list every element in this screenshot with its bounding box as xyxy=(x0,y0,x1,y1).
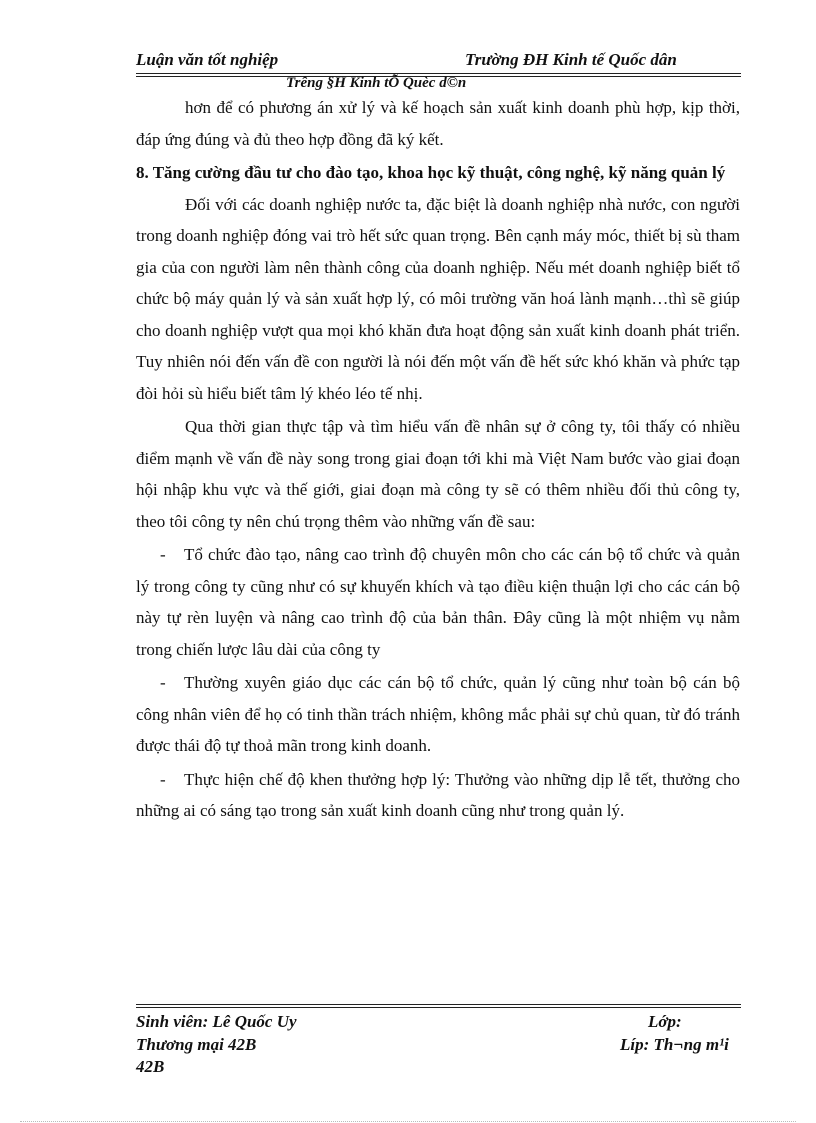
section-heading: 8. Tăng cường đầu tư cho đào tạo, khoa học kỹ thuật, công nghệ, kỹ năng quản lý xyxy=(136,163,726,182)
list-item-text: Tổ chức đào tạo, nâng cao trình độ chuyên môn cho các cán bộ tổ chức và quản lý trong công ty cũng như có sự khuyến khích và tạo điều kiện thuận lợi cho các cán bộ này tự rèn luyện và nâng cao trình độ của bản thân. Đây cũng là một nhiệm vụ nằm trong chiến lược lâu dài của công ty xyxy=(136,545,740,659)
page-edge-dotted-line xyxy=(20,1121,796,1122)
paragraph-human-factor: Đối với các doanh nghiệp nước ta, đặc biệt là doanh nghiệp nhà nước, con người trong doanh nghiệp đóng vai trò hết sức quan trọng. Bên cạnh máy móc, thiết bị sù tham gia của con người làm nên thành công của doanh nghiệp. Nếu mét doanh nghiệp biết tổ chức bộ máy quản lý và sản xuất hợp lý, có môi trường văn hoá lành mạnh…thì sẽ giúp cho doanh nghiệp vượt qua mọi khó khăn đưa hoạt động sản xuất kinh doanh phát triển. Tuy nhiên nói đến vấn đề con người là nói đến một vấn đề hết sức khó khăn và phức tạp đòi hỏi sù hiểu biết tâm lý khéo léo tế nhị. xyxy=(136,194,740,403)
footer-class-value: Thương mại 42B xyxy=(136,1035,257,1054)
dash-bullet: - xyxy=(160,545,166,564)
header-thesis-title: Luận văn tốt nghiệp xyxy=(136,50,279,69)
list-item xyxy=(136,764,740,827)
footer-class-label: Lớp: xyxy=(648,1012,682,1031)
list-item-text: Thực hiện chế độ khen thưởng hợp lý: Thưởng vào những dịp lễ tết, thưởng cho những ai có sáng tạo trong sản xuất kinh doanh cũng như trong quản lý. xyxy=(136,769,740,820)
footer-rule-secondary xyxy=(136,1007,741,1008)
dash-bullet: - xyxy=(160,769,166,789)
header-garbled-text: Trêng §H Kinh tÕ Quèc d©n xyxy=(286,75,467,91)
footer-class-code: 42B xyxy=(136,1057,165,1076)
header-university: Trường ĐH Kinh tế Quốc dân xyxy=(465,50,677,69)
dash-bullet: - xyxy=(160,673,166,692)
list-item xyxy=(136,667,740,762)
footer-garbled-class: Líp: Th¬ng m¹i xyxy=(620,1035,729,1054)
paragraph-internship: Qua thời gian thực tập và tìm hiểu vấn đề nhân sự ở công ty, tôi thấy có nhiều điểm mạnh về vấn đề này song trong giai đoạn tới khi mà Việt Nam bước vào giai đoạn hội nhập khu vực và thế giới, giai đoạn mà công ty sẽ có thêm nhiều đối thủ công ty, theo tôi công ty nên chú trọng thêm vào những vấn đề sau: xyxy=(136,417,740,531)
header-rule xyxy=(136,73,741,74)
footer-student: Sinh viên: Lê Quốc Uy xyxy=(136,1012,297,1031)
list-item xyxy=(136,539,740,665)
body-text xyxy=(136,92,740,827)
paragraph-continuation: hơn để có phương án xử lý và kế hoạch sản xuất kinh doanh phù hợp, kịp thời, đáp ứng đúng và đủ theo hợp đồng đã ký kết. xyxy=(136,98,740,149)
list-item-text: Thường xuyên giáo dục các cán bộ tổ chức, quản lý cũng như toàn bộ cán bộ công nhân viên để họ có tinh thần trách nhiệm, không mắc phải sự chủ quan, từ đó tránh được thái độ tự thoả mãn trong kinh doanh. xyxy=(136,673,740,755)
footer-rule xyxy=(136,1004,741,1005)
